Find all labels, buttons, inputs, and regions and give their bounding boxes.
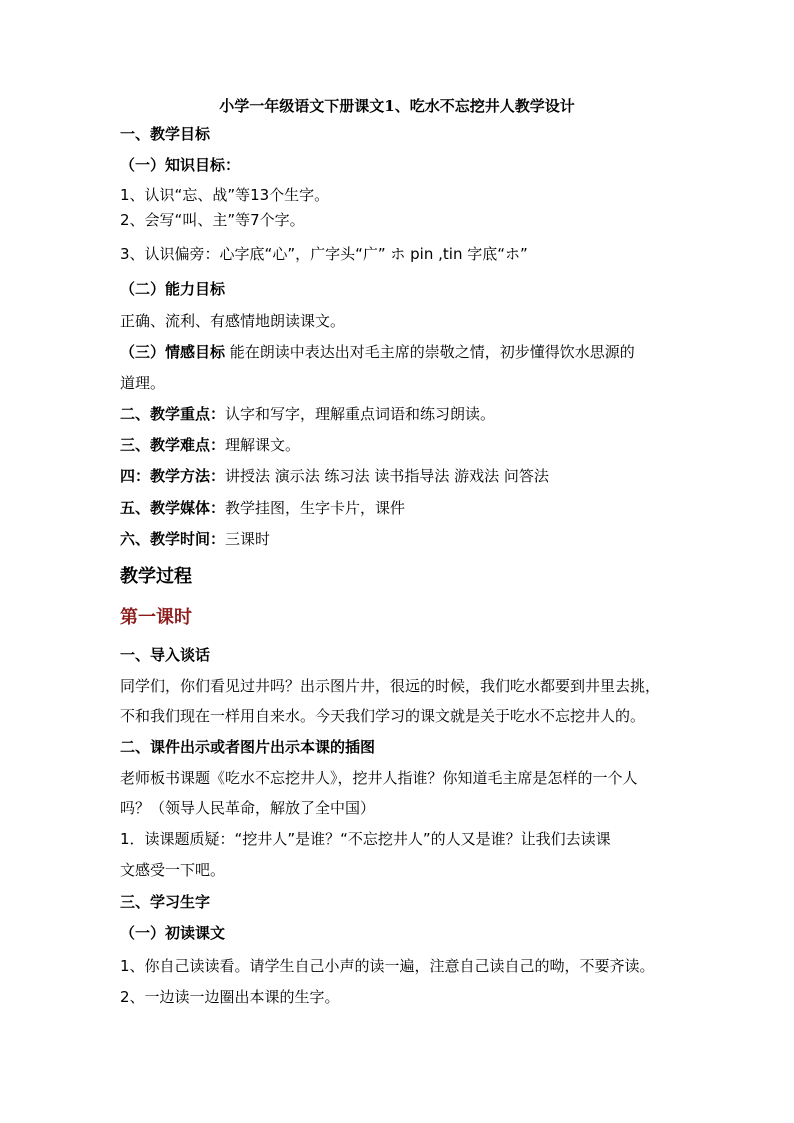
section-objectives: 一、教学目标 xyxy=(120,125,211,143)
board-paragraph-line-2: 吗？（领导人民革命，解放了全中国） xyxy=(120,799,376,817)
ability-text: 正确、流利、有感情地朗读课文。 xyxy=(120,312,346,330)
lesson-1-heading: 第一课时 xyxy=(120,607,192,628)
subsection-first-reading: （一）初读课文 xyxy=(120,924,226,942)
section-intro-talk: 一、导入谈话 xyxy=(120,646,211,664)
knowledge-item-2: 2、会写“叫、主”等7个字。 xyxy=(120,211,305,229)
methods-line xyxy=(120,466,549,486)
reading-step-2: 2、一边读一边圈出本课的生字。 xyxy=(120,988,340,1006)
time-line xyxy=(120,529,270,549)
process-heading: 教学过程 xyxy=(120,566,192,587)
question-paragraph-line-1: 1．读课题质疑：“挖井人”是谁？“不忘挖井人”的人又是谁？让我们去读课 xyxy=(120,830,611,848)
knowledge-item-3: 3、认识偏旁：心字底“心”，广字头“广” ホ pin ,tin 字底“ホ” xyxy=(120,245,528,263)
reading-step-1: 1、你自己读读看。请学生自己小声的读一遍，注意自己读自己的呦，不要齐读。 xyxy=(120,957,655,975)
difficulty-label: 三、教学难点： xyxy=(120,436,226,454)
intro-paragraph-line-1: 同学们，你们看见过井吗？出示图片井，很远的时候，我们吃水都要到井里去挑， xyxy=(120,677,661,695)
difficulty-line xyxy=(120,435,300,455)
question-paragraph-line-2: 文感受一下吧。 xyxy=(120,861,226,879)
emotion-continued: 道理。 xyxy=(120,374,166,392)
emotion-line xyxy=(120,342,635,362)
knowledge-item-1: 1、认识“忘、战”等13个生字。 xyxy=(120,186,330,204)
subsection-knowledge: （一）知识目标： xyxy=(120,156,241,174)
media-line xyxy=(120,498,405,518)
section-new-characters: 三、学习生字 xyxy=(120,893,211,911)
subsection-ability: （二）能力目标 xyxy=(120,280,226,298)
methods-text: 讲授法 演示法 练习法 读书指导法 游戏法 问答法 xyxy=(225,467,549,485)
intro-paragraph-line-2: 不和我们现在一样用自来水。今天我们学习的课文就是关于吃水不忘挖井人的。 xyxy=(120,707,646,725)
difficulty-text: 理解课文。 xyxy=(225,436,301,454)
emotion-label: （三）情感目标 xyxy=(120,343,226,361)
key-points-line xyxy=(120,404,495,424)
media-text: 教学挂图，生字卡片，课件 xyxy=(225,499,406,517)
emotion-text: 能在朗读中表达出对毛主席的崇敬之情，初步懂得饮水思源的 xyxy=(225,343,635,361)
key-points-text: 认字和写字，理解重点词语和练习朗读。 xyxy=(225,405,496,423)
time-label: 六、教学时间： xyxy=(120,530,226,548)
key-points-label: 二、教学重点： xyxy=(120,405,226,423)
media-label: 五、教学媒体： xyxy=(120,499,226,517)
methods-label: 四：教学方法： xyxy=(120,467,226,485)
doc-title: 小学一年级语文下册课文1、吃水不忘挖井人教学设计 xyxy=(219,97,575,115)
section-illustration: 二、课件出示或者图片出示本课的插图 xyxy=(120,738,376,756)
time-text: 三课时 xyxy=(225,530,271,548)
board-paragraph-line-1: 老师板书课题《吃水不忘挖井人》，挖井人指谁？你知道毛主席是怎样的一个人 xyxy=(120,769,638,787)
